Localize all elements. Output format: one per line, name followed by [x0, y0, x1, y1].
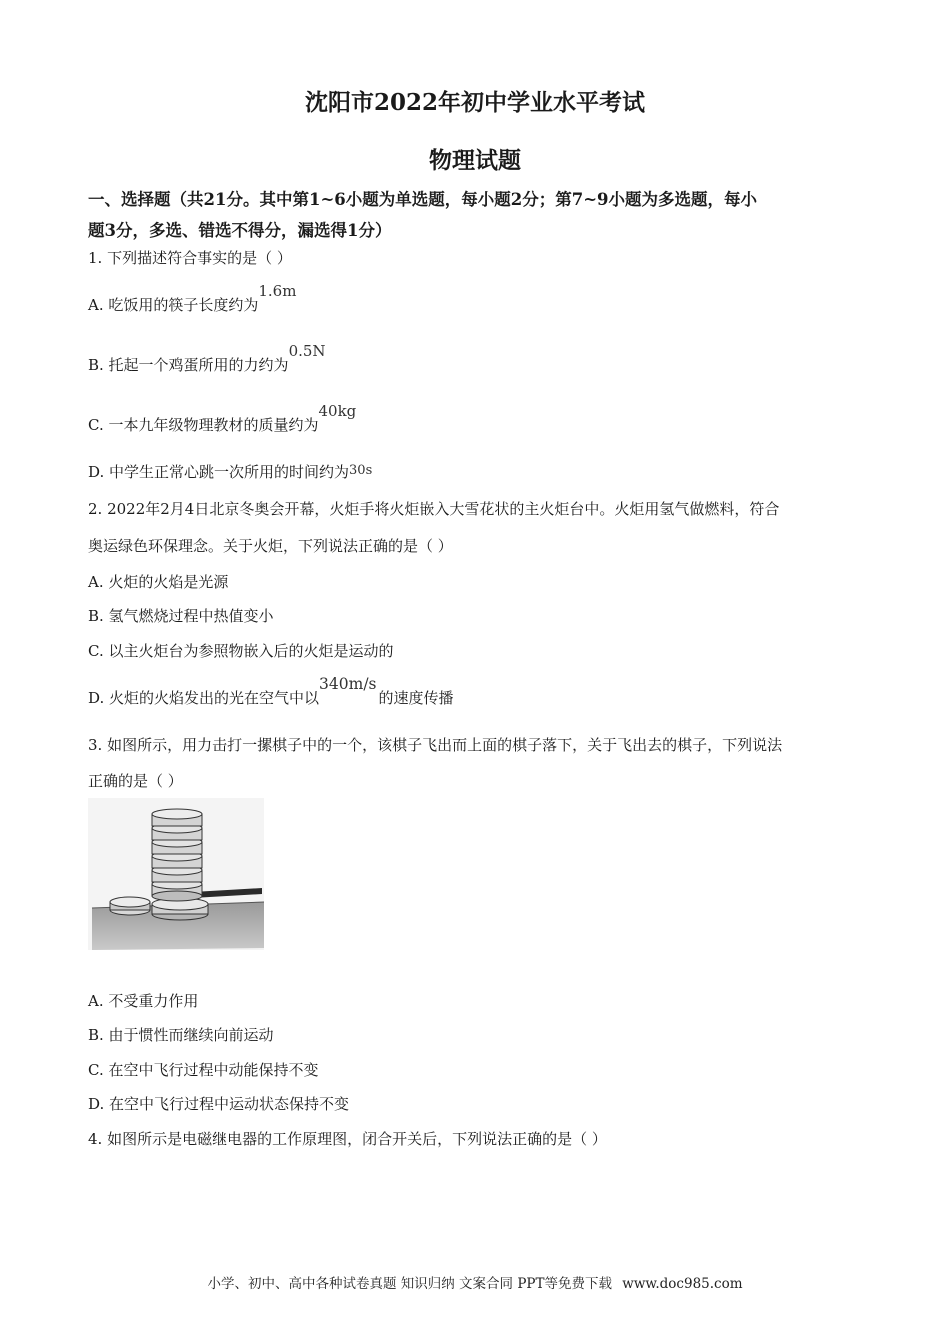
q2-option-d [88, 675, 454, 708]
q3-option-b: B. 由于惯性而继续向前运动 [88, 1026, 274, 1044]
section-heading-line2: 题3分，多选、错选不得分，漏选得1分） [88, 221, 392, 240]
chess-pieces-figure [88, 798, 264, 950]
footer-text: 小学、初中、高中各种试卷真题 知识归纳 文案合同 PPT等免费下载 [207, 1276, 612, 1292]
q1-option-a [88, 282, 297, 315]
q1-option-b [88, 342, 326, 375]
q3-option-d: D. 在空中飞行过程中运动状态保持不变 [88, 1095, 350, 1113]
q1-stem: 1. 下列描述符合事实的是（ ） [88, 249, 292, 267]
q2-option-d-text: D. 火炬的火焰发出的光在空气中以 [88, 689, 320, 707]
q3-stem-line1: 3. 如图所示，用力击打一摞棋子中的一个，该棋子飞出而上面的棋子落下，关于飞出去的棋子，下列说法 [88, 736, 783, 754]
q2-option-b: B. 氢气燃烧过程中热值变小 [88, 607, 274, 625]
page-title: 沈阳市2022年初中学业水平考试 [304, 89, 645, 116]
q1-option-d-text: D. 中学生正常心跳一次所用的时间约为 [88, 463, 350, 481]
page-subtitle: 物理试题 [429, 147, 521, 174]
q1-option-c-value: 40kg [318, 402, 357, 420]
q2-option-a: A. 火炬的火焰是光源 [88, 573, 229, 591]
q2-option-d-value: 340m/s [319, 675, 377, 693]
q1-option-a-value: 1.6m [258, 282, 297, 300]
q1-option-b-value: 0.5N [288, 342, 326, 360]
q1-option-c-text: C. 一本九年级物理教材的质量约为 [88, 416, 319, 434]
q1-option-d [88, 461, 372, 482]
page-footer [0, 1272, 950, 1292]
q2-stem-line1: 2. 2022年2月4日北京冬奥会开幕，火炬手将火炬嵌入大雪花状的主火炬台中。火炬用氢气做燃料，符合 [88, 500, 780, 518]
q2-option-d-text-end: 的速度传播 [378, 689, 454, 707]
q1-option-d-value: 30s [349, 463, 373, 478]
chess-pieces-illustration [88, 798, 264, 950]
q4-stem: 4. 如图所示是电磁继电器的工作原理图，闭合开关后，下列说法正确的是（ ） [88, 1130, 607, 1148]
q1-option-b-text: B. 托起一个鸡蛋所用的力约为 [88, 356, 289, 374]
q3-option-a: A. 不受重力作用 [88, 992, 199, 1010]
q1-option-c [88, 402, 357, 435]
footer-website: www.doc985.com [622, 1276, 743, 1292]
q2-option-c: C. 以主火炬台为参照物嵌入后的火炬是运动的 [88, 642, 394, 660]
q3-stem-line2: 正确的是（ ） [88, 772, 183, 790]
q2-stem-line2: 奥运绿色环保理念。关于火炬，下列说法正确的是（ ） [88, 537, 453, 555]
section-heading-line1: 一、选择题（共21分。其中第1~6小题为单选题，每小题2分；第7~9小题为多选题，每小 [88, 190, 758, 209]
q1-option-a-text: A. 吃饭用的筷子长度约为 [88, 296, 259, 314]
q3-option-c: C. 在空中飞行过程中动能保持不变 [88, 1061, 319, 1079]
